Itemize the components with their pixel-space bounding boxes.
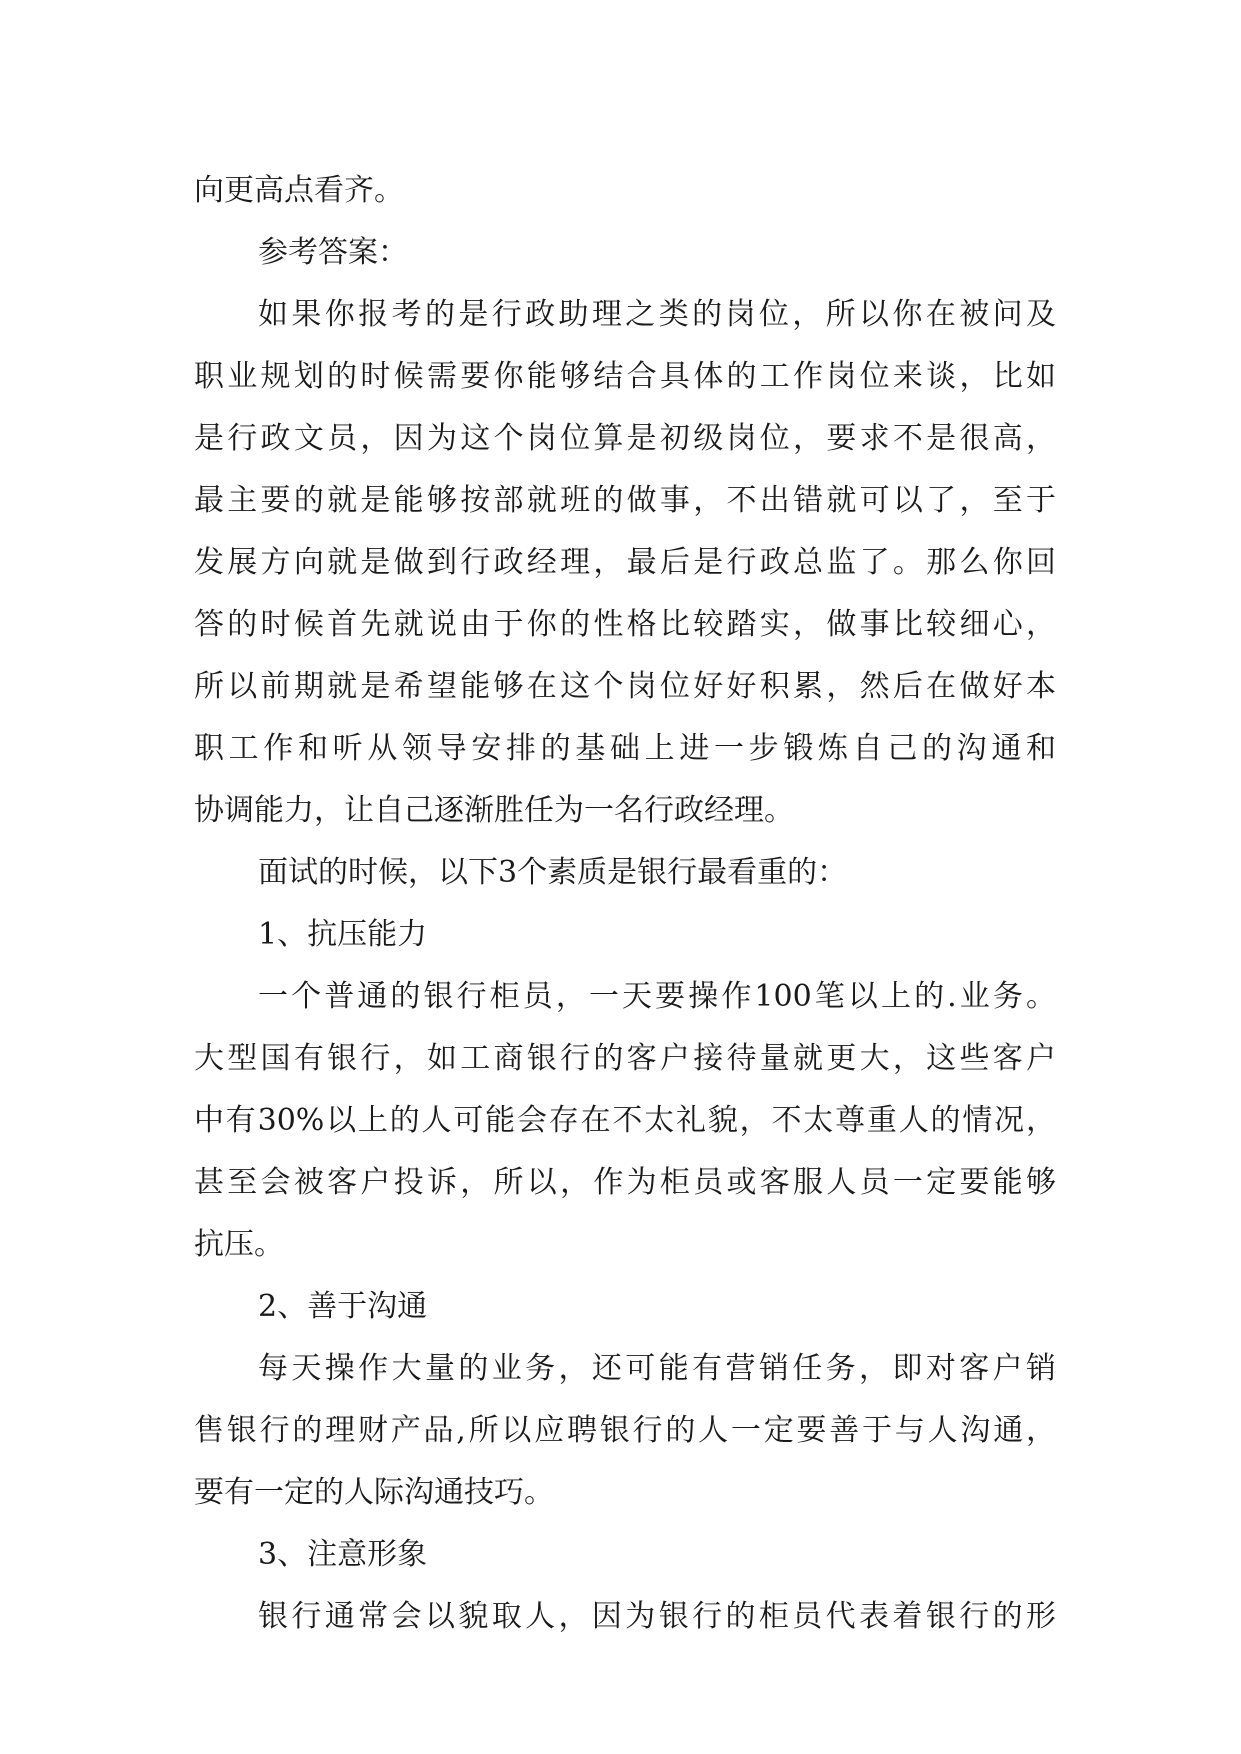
text-line: 抗压。 — [194, 1227, 284, 1262]
text-line: 发展方向就是做到行政经理，最后是行政总监了。那么你回 — [194, 545, 1056, 580]
text-line: 售银行的理财产品,所以应聘银行的人一定要善于与人沟通， — [194, 1413, 1056, 1448]
text-line: 最主要的就是能够按部就班的做事，不出错就可以了，至于 — [194, 483, 1056, 518]
text-line: 中有30%以上的人可能会存在不太礼貌，不太尊重人的情况， — [194, 1103, 1056, 1138]
text-line: 协调能力，让自己逐渐胜任为一名行政经理。 — [194, 793, 794, 828]
text-line: 所以前期就是希望能够在这个岗位好好积累，然后在做好本 — [194, 669, 1056, 704]
section-heading: 3、注意形象 — [258, 1537, 428, 1572]
text-line: 要有一定的人际沟通技巧。 — [194, 1475, 554, 1510]
text-line: 银行通常会以貌取人，因为银行的柜员代表着银行的形 — [258, 1599, 1056, 1634]
text-line: 职业规划的时候需要你能够结合具体的工作岗位来谈，比如 — [194, 359, 1056, 394]
document-body — [194, 160, 1056, 1648]
text-line: 甚至会被客户投诉，所以，作为柜员或客服人员一定要能够 — [194, 1165, 1056, 1200]
answer-heading: 参考答案： — [258, 235, 408, 270]
text-line: 大型国有银行，如工商银行的客户接待量就更大，这些客户 — [194, 1041, 1056, 1076]
text-line: 如果你报考的是行政助理之类的岗位，所以你在被问及 — [258, 297, 1056, 332]
section-heading: 1、抗压能力 — [258, 917, 428, 952]
text-line: 每天操作大量的业务，还可能有营销任务，即对客户销 — [258, 1351, 1056, 1386]
text-line: 是行政文员，因为这个岗位算是初级岗位，要求不是很高， — [194, 421, 1056, 456]
section-heading: 2、善于沟通 — [258, 1289, 428, 1324]
text-line: 答的时候首先就说由于你的性格比较踏实，做事比较细心， — [194, 607, 1056, 642]
text-line: 职工作和听从领导安排的基础上进一步锻炼自己的沟通和 — [194, 731, 1056, 766]
text-line: 向更高点看齐。 — [194, 173, 404, 208]
text-line: 面试的时候，以下3个素质是银行最看重的： — [258, 855, 848, 890]
text-line: 一个普通的银行柜员，一天要操作100笔以上的.业务。 — [258, 979, 1056, 1014]
